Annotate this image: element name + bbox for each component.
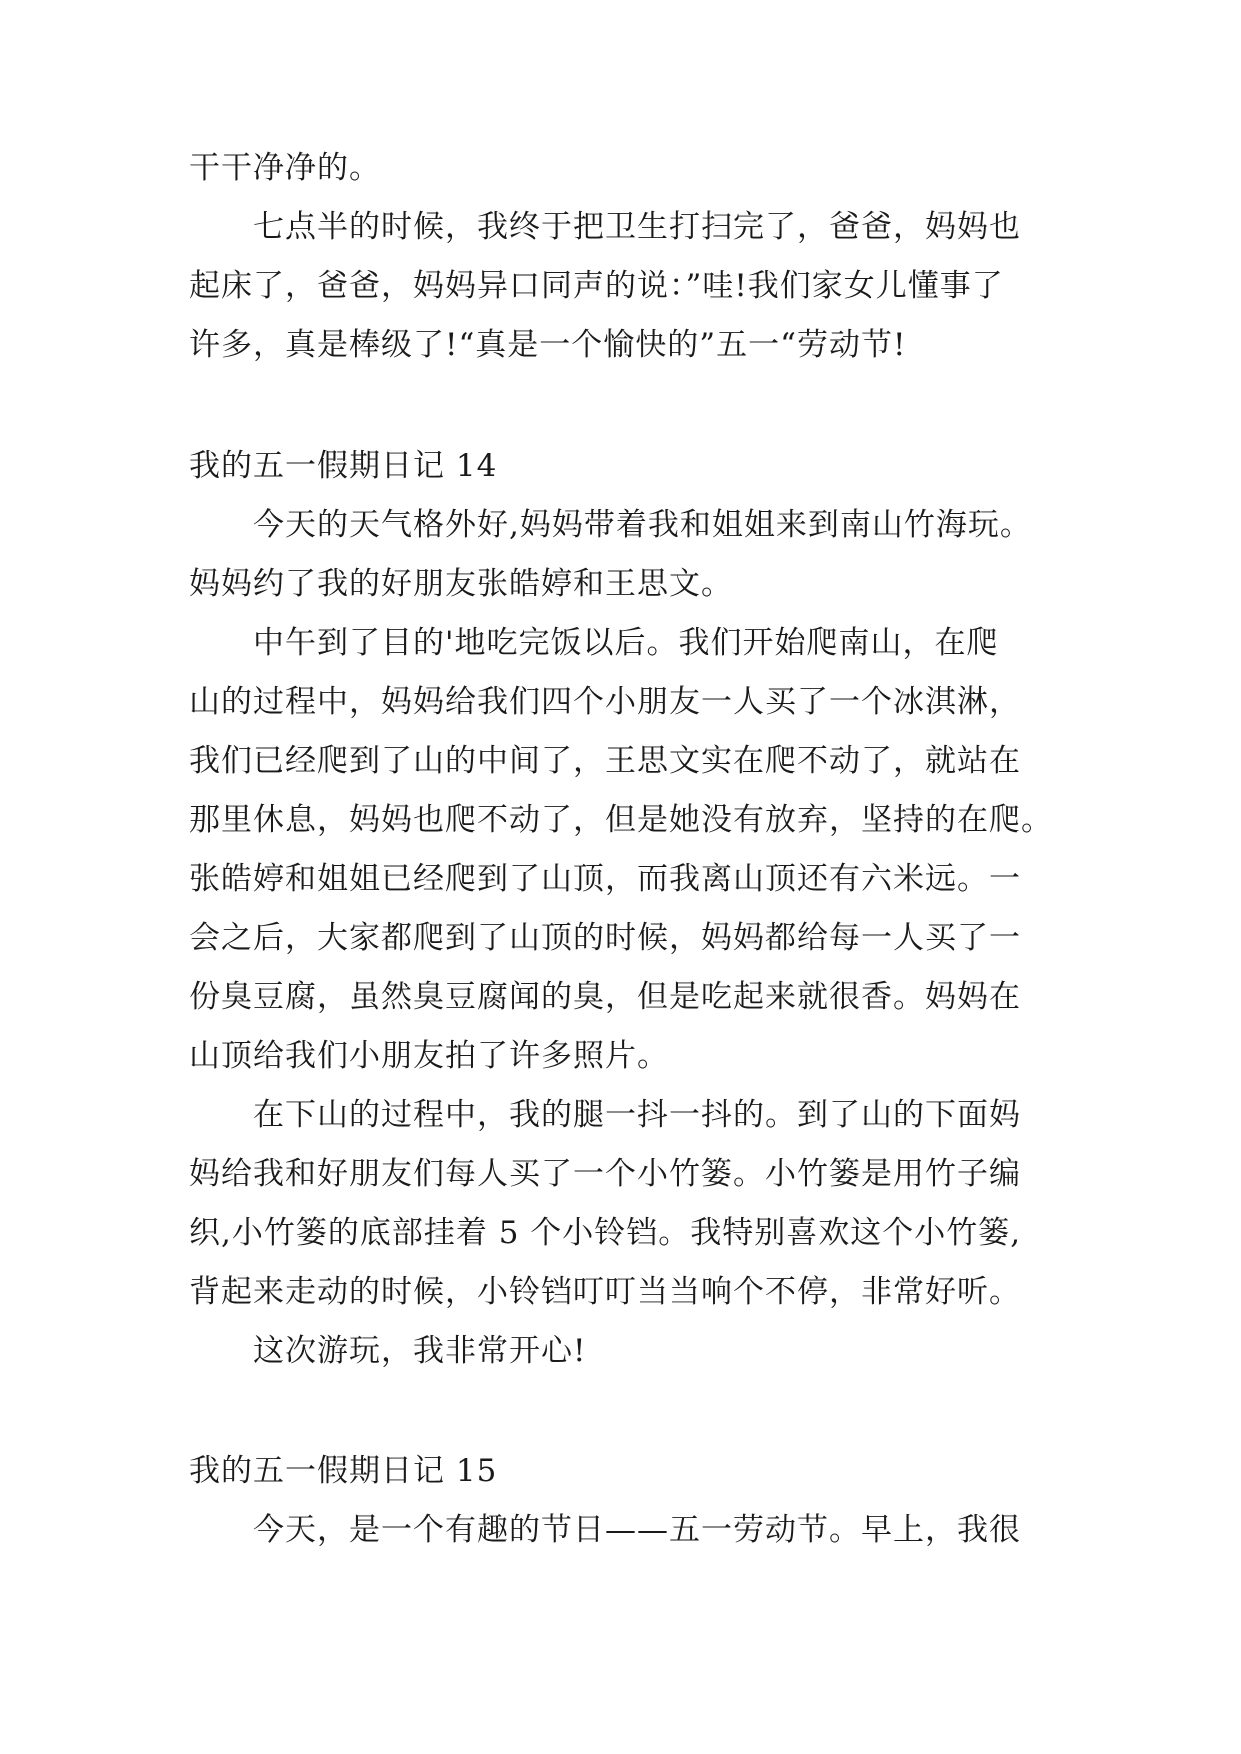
paragraph-line: 七点半的时候，我终于把卫生打扫完了，爸爸，妈妈也 [253,209,1021,245]
paragraph-line: 在下山的过程中，我的腿一抖一抖的。到了山的下面妈 [253,1097,1021,1133]
paragraph-line: 许多，真是棒级了!“真是一个愉快的”五一“劳动节! [189,327,907,363]
paragraph-line: 山顶给我们小朋友拍了许多照片。 [189,1038,669,1074]
paragraph-line: 山的过程中，妈妈给我们四个小朋友一人买了一个冰淇淋， [189,684,1021,720]
paragraph-line: 妈妈约了我的好朋友张皓婷和王思文。 [189,566,733,602]
paragraph-line: 张皓婷和姐姐已经爬到了山顶，而我离山顶还有六米远。一 [189,861,1021,897]
paragraph-line: 中午到了目的'地吃完饭以后。我们开始爬南山，在爬 [253,625,999,661]
paragraph-line: 今天的天气格外好,妈妈带着我和姐姐来到南山竹海玩。 [253,507,1032,543]
paragraph-line: 份臭豆腐，虽然臭豆腐闻的臭，但是吃起来就很香。妈妈在 [189,979,1021,1015]
paragraph-line: 织,小竹篓的底部挂着 5 个小铃铛。我特别喜欢这个小竹篓, [189,1215,1022,1251]
section-heading: 我的五一假期日记 15 [189,1453,498,1489]
paragraph-line: 起床了，爸爸，妈妈异口同声的说：”哇!我们家女儿懂事了 [189,268,1004,304]
paragraph-line: 会之后，大家都爬到了山顶的时候，妈妈都给每一人买了一 [189,920,1021,956]
section-heading: 我的五一假期日记 14 [189,448,498,484]
paragraph-line: 妈给我和好朋友们每人买了一个小竹篓。小竹篓是用竹子编 [189,1156,1021,1192]
paragraph-line: 干干净净的。 [189,150,381,186]
paragraph-line: 那里休息，妈妈也爬不动了，但是她没有放弃，坚持的在爬。 [189,802,1053,838]
paragraph-line: 这次游玩，我非常开心! [253,1333,587,1369]
paragraph-line: 背起来走动的时候，小铃铛叮叮当当响个不停，非常好听。 [189,1274,1021,1310]
paragraph-line: 我们已经爬到了山的中间了，王思文实在爬不动了，就站在 [189,743,1021,779]
paragraph-line: 今天，是一个有趣的节日——五一劳动节。早上，我很 [253,1512,1021,1548]
